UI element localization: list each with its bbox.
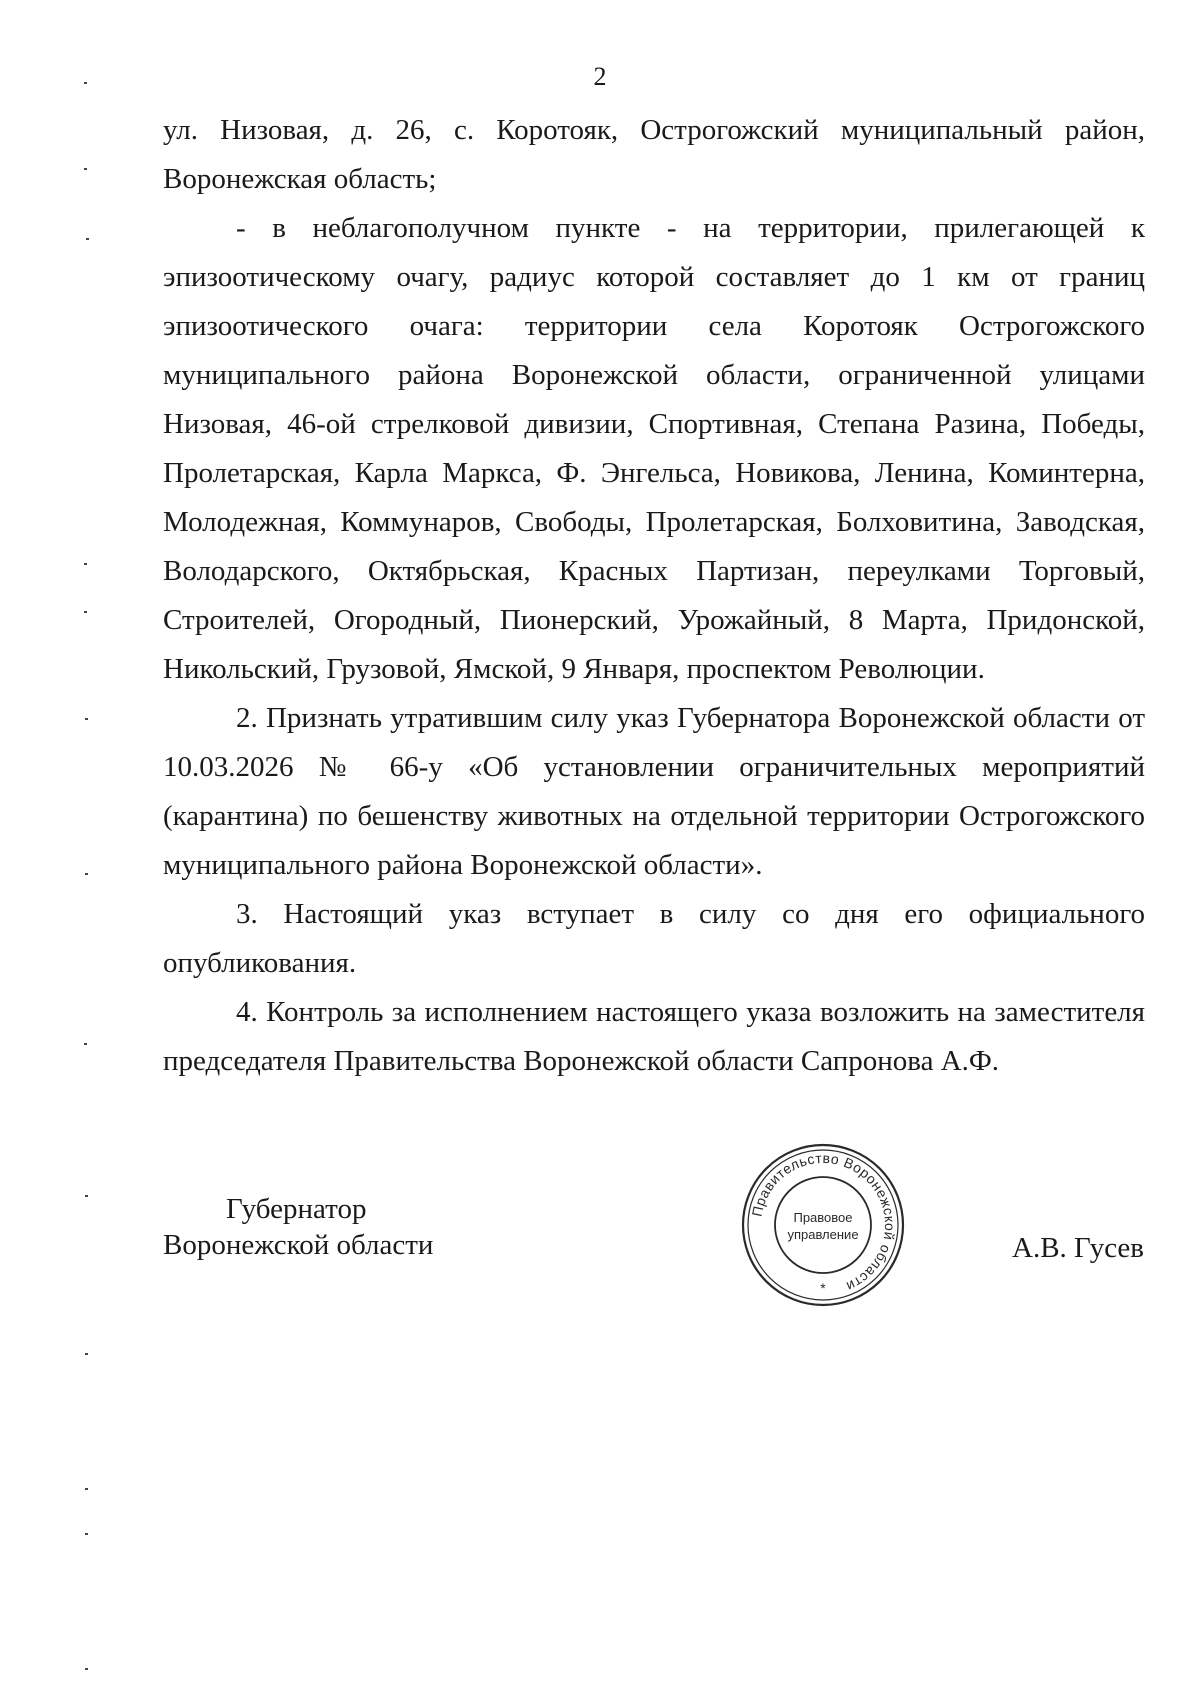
page-number: 2 xyxy=(593,62,607,91)
position-line-2: Воронежской области xyxy=(163,1229,434,1261)
seal-inner-line-2: управление xyxy=(787,1227,859,1242)
paragraph-item-4: 4. Контроль за исполнением настоящего указа возложить на заместителя председателя Правительства Воронежской области Сапронова А.Ф. xyxy=(163,996,1145,1077)
margin-mark xyxy=(85,1668,88,1670)
seal-inner-line-1: Правовое xyxy=(793,1210,853,1225)
position-line-1: Губернатор xyxy=(226,1193,367,1225)
paragraph-item-2: 2. Признать утратившим силу указ Губернатора Воронежской области от 10.03.2026 № 66-у «Об установлении ограничительных мероприятий (карантина) по бешенству животных на отдельной территории Острогожского муниципального района Воронежской области». xyxy=(163,702,1145,881)
margin-mark xyxy=(84,563,87,565)
margin-mark xyxy=(85,1195,88,1197)
margin-mark xyxy=(85,1353,88,1355)
official-seal xyxy=(738,1140,908,1310)
signatory-name: А.В. Гусев xyxy=(1012,1232,1144,1264)
margin-mark xyxy=(84,168,87,170)
paragraph-item-3: 3. Настоящий указ вступает в силу со дня его официального опубликования. xyxy=(163,898,1145,979)
margin-mark xyxy=(84,611,87,613)
paragraph-territory: - в неблагополучном пункте - на территории, прилегающей к эпизоотическому очагу, радиус которой составляет до 1 км от границ эпизоотического очага: территории села Коротояк Острогожского муниципального района Воронежской области, ограниченной улицами Низовая, 46-ой стрелковой дивизии, Спортивная, Степана Разина, Победы, Пролетарская, Карла Маркса, Ф. Энгельса, Новикова, Ленина, Коминтерна, Молодежная, Коммунаров, Свободы, Пролетарская, Болховитина, Заводская, Володарского, Октябрьская, Красных Партизан, переулками Торговый, Строителей, Огородный, Пионерский, Урожайный, 8 Марта, Придонской, Никольский, Грузовой, Ямской, 9 Января, проспектом Революции. xyxy=(163,212,1145,685)
document-body xyxy=(163,106,1145,1086)
margin-mark xyxy=(84,1043,87,1045)
margin-mark xyxy=(85,1488,88,1490)
margin-mark xyxy=(85,718,88,720)
margin-mark xyxy=(85,873,88,875)
seal-outer-text: Правительство Воронежской области xyxy=(748,1149,899,1295)
paragraph-address: ул. Низовая, д. 26, с. Коротояк, Острогожский муниципальный район, Воронежская область; xyxy=(163,114,1145,195)
seal-star: * xyxy=(820,1280,826,1296)
margin-mark xyxy=(85,1533,88,1535)
signatory-position xyxy=(163,1191,433,1263)
margin-mark xyxy=(86,238,89,240)
margin-mark xyxy=(84,82,87,84)
